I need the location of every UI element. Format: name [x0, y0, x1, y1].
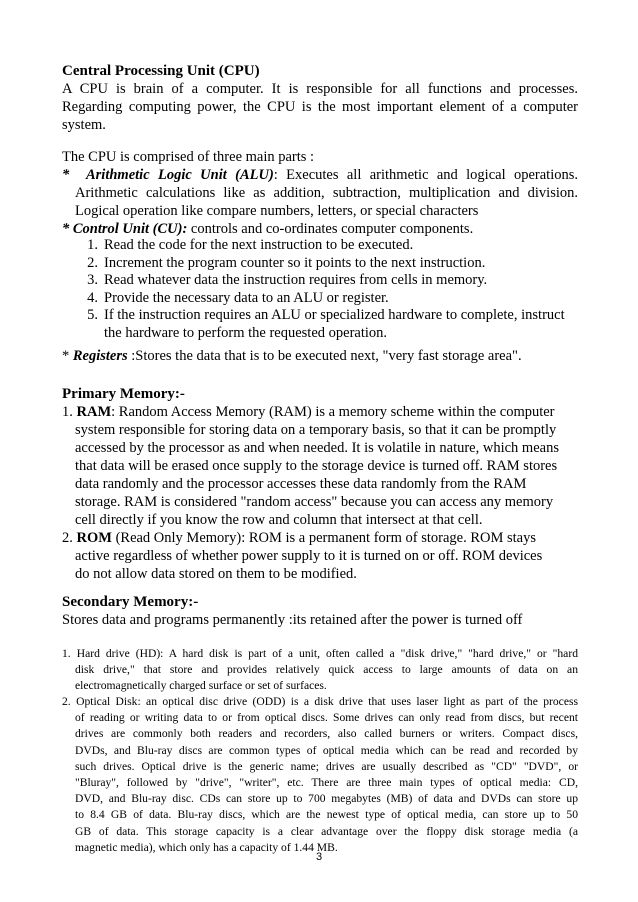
- registers-term: Registers: [72, 348, 128, 364]
- list-item: 5. If the instruction requires an ALU or specialized hardware to complete, instruct: [87, 307, 565, 324]
- ram-line: that data will be erased once supply to the storage device is turned off. RAM stores: [75, 458, 558, 474]
- rom-line: do not allow data stored on them to be modified.: [75, 566, 357, 582]
- registers-text: :Stores the data that is to be executed next, "very fast storage area".: [127, 348, 522, 364]
- registers-bullet: *: [62, 348, 73, 364]
- rom-line: active regardless of whether power supply to it is turned on or off. ROM devices: [75, 548, 543, 564]
- od-line: GB of data. This storage capacity is a clear advantage over the floppy disk storage media (a: [75, 824, 578, 838]
- cpu-intro-line: system.: [62, 117, 106, 133]
- alu-term: Arithmetic Logic Unit (ALU): [85, 167, 274, 183]
- ram-line: data randomly and the processor accesses these data randomly from the RAM: [75, 476, 527, 492]
- secondary-heading: Secondary Memory:-: [62, 594, 199, 610]
- od-line: to 8.4 GB of data. Blu-ray discs, which are the newest type of optical media, can store up to 50: [75, 808, 578, 822]
- rom-item: 2. ROM (Read Only Memory): ROM is a permanent form of storage. ROM stays: [62, 530, 536, 546]
- list-item: 1. Read the code for the next instruction to be executed.: [87, 237, 414, 253]
- cpu-heading: Central Processing Unit (CPU): [62, 63, 260, 79]
- ram-line: cell directly if you know the row and column that intersect at that cell.: [75, 512, 483, 528]
- od-line: drives are commonly both readers and recorders, also called burners or writers. Compact discs,: [75, 727, 578, 741]
- optical-disk-item: [62, 694, 578, 856]
- primary-memory-section: [62, 385, 578, 583]
- cu-steps-list: [62, 237, 578, 343]
- list-item: 2. Increment the program counter so it points to the next instruction.: [87, 254, 486, 271]
- hard-drive-item: [62, 646, 578, 695]
- ram-line: system responsible for storing data on a temporary basis, so that it can be promptly: [75, 422, 557, 438]
- od-line: 2. Optical Disk: an optical disc drive (ODD) is a disk drive that uses laser light as part of the process: [62, 695, 578, 708]
- od-line: magnetic media), which only has a capacity of 1.44 MB.: [75, 840, 338, 854]
- alu-line: Arithmetic calculations like as addition, subtraction, multiplication and division.: [75, 185, 578, 201]
- registers-item: [62, 347, 578, 365]
- secondary-memory-section: [62, 593, 578, 629]
- list-item-continuation: the hardware to perform the requested operation.: [104, 324, 388, 341]
- od-line: such drives. Optical drive is the generic name; drives are usually described as "CD" "DVD", or: [75, 759, 578, 773]
- page-number: 3: [315, 851, 323, 863]
- ram-item: 1. RAM: Random Access Memory (RAM) is a memory scheme within the computer: [62, 404, 555, 420]
- list-item: 3. Read whatever data the instruction requires from cells in memory.: [87, 272, 488, 289]
- hd-line: electromagnetically charged surface or set of surfaces.: [75, 679, 327, 693]
- od-line: "Bluray", followed by "drive", "writer", etc. There are three main types of optical media: CD,: [75, 776, 578, 790]
- cpu-intro-line: A CPU is brain of a computer. It is responsible for all functions and processes.: [62, 81, 578, 97]
- cpu-section: [62, 62, 578, 134]
- rom-term: ROM: [76, 530, 112, 546]
- od-line: of reading or writing data to or from optical discs. Some drives can only read from discs, but recent: [75, 711, 578, 725]
- ram-line: accessed by the processor as and when needed. It is volatile in nature, which means: [75, 440, 559, 456]
- hd-line: disk drive," that store and provides relatively quick access to large amounts of data on an: [75, 663, 578, 677]
- primary-heading: Primary Memory:-: [62, 386, 185, 402]
- alu-item: [62, 166, 578, 184]
- ram-line: storage. RAM is considered "random access" because you can access any memory: [75, 494, 554, 510]
- alu-line: Logical operation like compare numbers, letters, or special characters: [75, 203, 479, 219]
- parts-intro: The CPU is comprised of three main parts :: [62, 149, 315, 165]
- alu-bullet: *: [62, 167, 70, 183]
- cu-text: controls and co-ordinates computer components.: [187, 221, 474, 237]
- ram-term: RAM: [76, 404, 112, 420]
- alu-text: : Executes all arithmetic and logical operations.: [273, 167, 579, 183]
- list-item: 4. Provide the necessary data to an ALU or register.: [87, 289, 389, 306]
- cu-item: [62, 220, 578, 238]
- hd-line: 1. Hard drive (HD): A hard disk is part of a unit, often called a "disk drive," "hard drive," or "hard: [62, 647, 578, 660]
- od-line: DVD, and Blu-ray disc. CDs can store up to 700 megabytes (MB) of data and DVDs can store up: [75, 792, 578, 806]
- cpu-parts: [62, 148, 578, 238]
- cu-term: * Control Unit (CU):: [62, 221, 188, 237]
- cpu-intro-line: Regarding computing power, the CPU is the most important element of a computer: [62, 99, 578, 115]
- secondary-subtitle: Stores data and programs permanently :its retained after the power is turned off: [62, 612, 523, 628]
- od-line: DVDs, and Blu-ray discs are common types of optical media which can be read and recorded by: [75, 743, 578, 757]
